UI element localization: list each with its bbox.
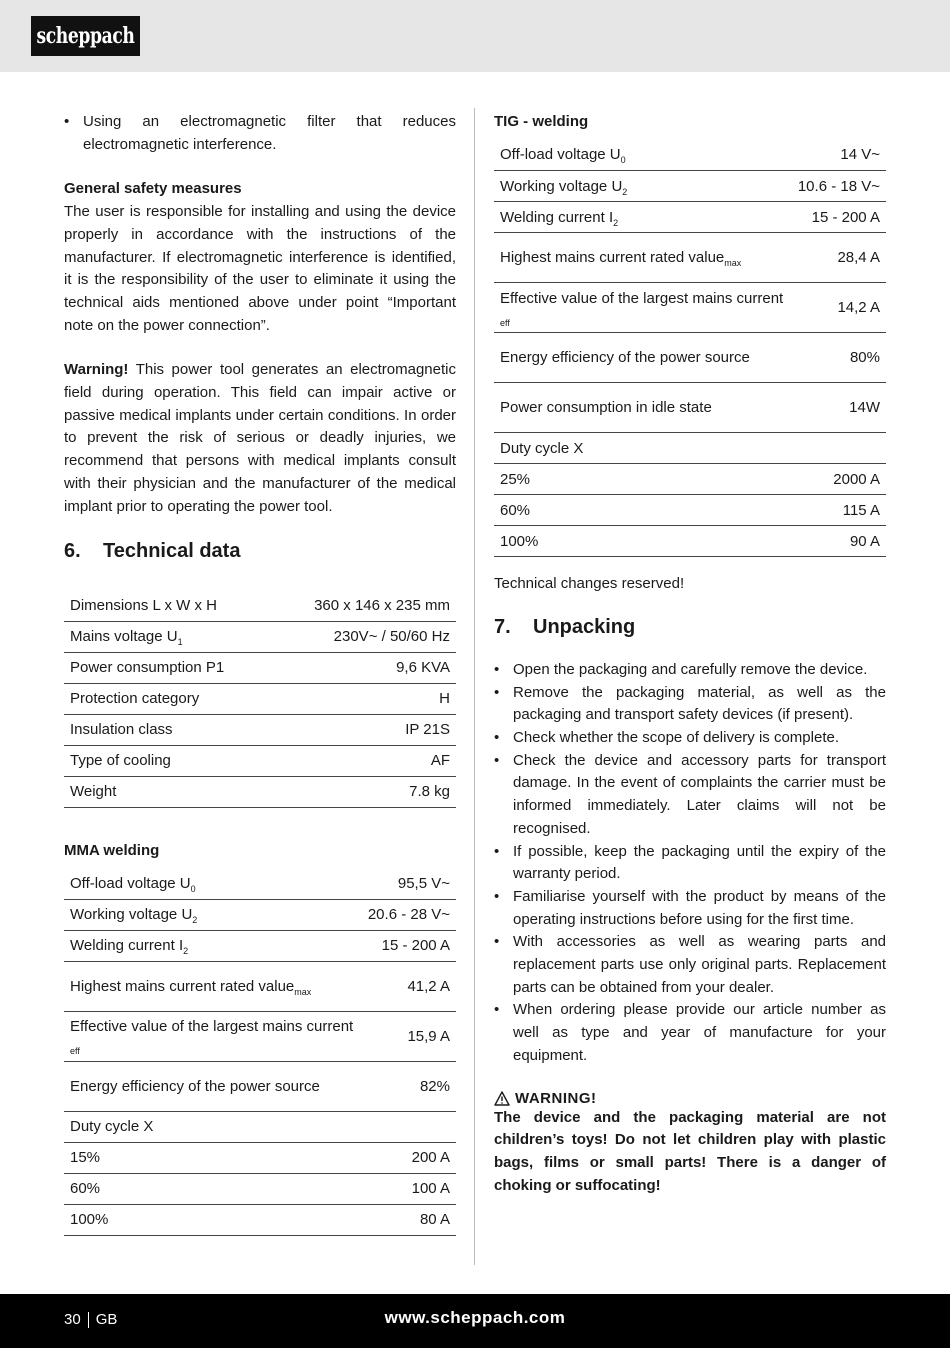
general-safety-section: [64, 178, 456, 337]
warning-body: The device and the packaging material are not children’s toys! Do not let children play with plastic bags, films or small parts! There is a danger of choking or suffocating!: [494, 1108, 886, 1194]
unpacking-list: [494, 659, 886, 1068]
table-row: [494, 283, 886, 333]
spec-label: [64, 961, 362, 1011]
spec-label: [494, 283, 792, 333]
spec-label-text: Welding current I: [500, 208, 614, 226]
spec-label: [64, 776, 271, 807]
spec-label-text: 60%: [500, 501, 531, 519]
changes-note: Technical changes reserved!: [494, 575, 685, 593]
section-title: Unpacking: [533, 615, 636, 638]
table-row: [64, 621, 456, 652]
table-row: [64, 683, 456, 714]
list-item: • Check the device and accessory parts for transport damage. In the event of complaints the carrier must be informed immediately. Later claims will not be recognised.: [494, 750, 886, 841]
spec-label: [494, 140, 792, 171]
spec-label-text: 100%: [70, 1211, 109, 1229]
spec-subscript: 2: [192, 915, 198, 926]
table-row: [64, 1111, 456, 1142]
spec-label: [494, 495, 792, 526]
spec-subscript: 2: [622, 186, 628, 197]
spec-label: [494, 171, 792, 202]
spec-subscript: 0: [190, 884, 196, 895]
spec-label: [64, 1061, 362, 1111]
table-row: [64, 1173, 456, 1204]
table-row: [494, 202, 886, 233]
spec-label: [494, 233, 792, 283]
spec-value: 80%: [792, 333, 886, 383]
table-row: [64, 1011, 456, 1061]
spec-label: [64, 1011, 362, 1061]
table-row: [494, 333, 886, 383]
spec-label-text: Welding current I: [70, 937, 184, 955]
spec-label: [64, 899, 362, 930]
spec-subscript: 0: [620, 155, 626, 166]
spec-label: [494, 464, 792, 495]
warning-paragraph: [64, 359, 456, 518]
table-row: [494, 464, 886, 495]
spec-label-text: Power consumption in idle state: [500, 399, 712, 417]
section-number: 7.: [494, 615, 511, 638]
spec-label-text: Duty cycle X: [500, 439, 584, 457]
spec-value: 7.8 kg: [271, 776, 456, 807]
list-item: • If possible, keep the packaging until the expiry of the warranty period.: [494, 841, 886, 886]
section-heading: General safety measures: [64, 180, 242, 198]
spec-label-text: Power consumption P1: [70, 659, 225, 677]
right-column: [494, 108, 886, 1197]
spec-label: [64, 745, 271, 776]
spec-label: [64, 621, 271, 652]
spec-value: 9,6 KVA: [271, 652, 456, 683]
warning-label: Warning!: [64, 361, 129, 379]
spec-label-text: Working voltage U: [500, 177, 623, 195]
spec-value: 80 A: [362, 1204, 456, 1235]
spec-value: 15,9 A: [362, 1011, 456, 1061]
intro-list: [64, 111, 456, 156]
table-row: [64, 930, 456, 961]
spec-value: H: [271, 683, 456, 714]
table-row: [494, 171, 886, 202]
spec-label: [64, 683, 271, 714]
mma-heading: MMA welding: [64, 841, 160, 859]
spec-label-text: 15%: [70, 1149, 101, 1167]
spec-label: [64, 1142, 362, 1173]
spec-label: [494, 383, 792, 433]
spec-value: 28,4 A: [792, 233, 886, 283]
spec-value: [792, 433, 886, 464]
table-row: [494, 233, 886, 283]
table-row: [494, 433, 886, 464]
table-row: [494, 383, 886, 433]
logo-text: scheppach: [36, 23, 135, 49]
spec-label-text: Highest mains current rated value: [70, 977, 295, 995]
list-item: • Using an electromagnetic filter that reduces electromagnetic interference.: [64, 111, 456, 156]
spec-value: 10.6 - 18 V~: [792, 171, 886, 202]
section-number: 6.: [64, 540, 81, 563]
spec-subscript: 2: [613, 217, 619, 228]
spec-label: [64, 590, 271, 621]
spec-label-text: Effective value of the largest mains current: [500, 289, 784, 307]
spec-value: AF: [271, 745, 456, 776]
spec-subscript: eff: [70, 1046, 80, 1057]
spec-value: 2000 A: [792, 464, 886, 495]
spec-label-text: Energy efficiency of the power source: [500, 349, 750, 367]
spec-label-text: Off-load voltage U: [70, 875, 191, 893]
spec-label: [64, 868, 362, 899]
column-divider: [474, 108, 475, 1265]
spec-label: [64, 714, 271, 745]
list-item: • Remove the packaging material, as well as the packaging and transport safety devices (if present).: [494, 682, 886, 727]
list-item: • With accessories as well as wearing parts and replacement parts use only original parts. Replacement parts can be obtained from your dealer.: [494, 931, 886, 999]
table-row: [64, 961, 456, 1011]
spec-label: [494, 333, 792, 383]
table-row: [64, 776, 456, 807]
section-title: Technical data: [103, 540, 241, 563]
spec-value: 14 V~: [792, 140, 886, 171]
spec-value: 15 - 200 A: [792, 202, 886, 233]
spec-label: [64, 930, 362, 961]
spec-label-text: 25%: [500, 470, 531, 488]
spec-label-text: Dimensions L x W x H: [70, 597, 217, 614]
spec-label-text: Working voltage U: [70, 906, 193, 924]
spec-label: [494, 526, 792, 557]
list-item: • Check whether the scope of delivery is complete.: [494, 727, 886, 750]
table-row: [64, 745, 456, 776]
tig-heading: TIG - welding: [494, 113, 589, 130]
header-bar: [0, 0, 950, 72]
spec-value: 360 x 146 x 235 mm: [271, 590, 456, 621]
spec-label-text: Type of cooling: [70, 752, 171, 770]
spec-label: [494, 202, 792, 233]
spec-label-text: Duty cycle X: [70, 1118, 154, 1136]
spec-value: 200 A: [362, 1142, 456, 1173]
table-row: [64, 1204, 456, 1235]
list-item: • Familiarise yourself with the product by means of the operating instructions before using for the first time.: [494, 886, 886, 931]
spec-value: 41,2 A: [362, 961, 456, 1011]
spec-subscript: eff: [500, 317, 510, 328]
page-number: 30: [64, 1311, 81, 1328]
spec-label-text: Off-load voltage U: [500, 146, 621, 164]
tig-table: [494, 140, 886, 558]
spec-subscript: 1: [177, 637, 183, 648]
technical-data-heading: [64, 540, 456, 563]
spec-value: 14W: [792, 383, 886, 433]
table-row: [64, 899, 456, 930]
spec-label: [64, 652, 271, 683]
spec-value: 90 A: [792, 526, 886, 557]
spec-value: 14,2 A: [792, 283, 886, 333]
table-row: [494, 495, 886, 526]
spec-value: 15 - 200 A: [362, 930, 456, 961]
list-item: • Open the packaging and carefully remove the device.: [494, 659, 886, 682]
spec-value: 230V~ / 50/60 Hz: [271, 621, 456, 652]
spec-subscript: max: [294, 986, 312, 997]
spec-label-text: Weight: [70, 783, 117, 801]
warning-box: [494, 1090, 886, 1198]
footer-bar: [0, 1294, 950, 1348]
table-row: [64, 652, 456, 683]
warning-text: This power tool generates an electromagnetic field during operation. This field can impair active or passive medical implants under certain conditions. In order to prevent the risk of serious or deadly injuries, we recommend that persons with medical implants consult with their physician and the manufacturer of the medical implant prior to operating the power tool.: [64, 361, 456, 515]
spec-label-text: 100%: [500, 532, 539, 550]
warning-triangle-icon: [494, 1091, 510, 1106]
spec-value: IP 21S: [271, 714, 456, 745]
spec-label-text: Highest mains current rated value: [500, 249, 725, 267]
spec-subscript: 2: [183, 946, 189, 957]
spec-label: [64, 1173, 362, 1204]
table-row: [64, 590, 456, 621]
scheppach-logo: [31, 16, 140, 56]
spec-value: 95,5 V~: [362, 868, 456, 899]
spec-value: 20.6 - 28 V~: [362, 899, 456, 930]
spec-label-text: Insulation class: [70, 721, 173, 739]
website-link[interactable]: www.scheppach.com: [384, 1308, 566, 1327]
spec-label-text: 60%: [70, 1180, 101, 1198]
left-column: [64, 108, 456, 1236]
technical-data-table: [64, 590, 456, 808]
unpacking-heading: [494, 616, 886, 639]
spec-label-text: Protection category: [70, 690, 200, 708]
table-row: [494, 526, 886, 557]
warning-title: [494, 1090, 886, 1107]
table-row: [494, 140, 886, 171]
table-row: [64, 868, 456, 899]
spec-label: [64, 1204, 362, 1235]
spec-value: 100 A: [362, 1173, 456, 1204]
spec-label: [494, 433, 792, 464]
spec-label-text: Effective value of the largest mains current: [70, 1018, 354, 1036]
spec-label: [64, 1111, 362, 1142]
table-row: [64, 1061, 456, 1111]
warning-title-text: WARNING!: [515, 1089, 597, 1107]
spec-label-text: Mains voltage U: [70, 628, 178, 646]
language-code: GB: [95, 1311, 118, 1328]
spec-subscript: max: [724, 258, 742, 269]
spec-value: 82%: [362, 1061, 456, 1111]
spec-value: [362, 1111, 456, 1142]
spec-value: 115 A: [792, 495, 886, 526]
list-item: • When ordering please provide our article number as well as type and year of manufacture for your equipment.: [494, 999, 886, 1067]
spec-label-text: Energy efficiency of the power source: [70, 1077, 320, 1095]
paragraph: The user is responsible for installing and using the device properly in accordance with the instructions of the manufacturer. If electromagnetic interference is identified, it is the responsibility of the user to eliminate it using the technical aids mentioned above under point “Important note on the power connection”.: [64, 203, 456, 334]
table-row: [64, 1142, 456, 1173]
table-row: [64, 714, 456, 745]
mma-table: [64, 868, 456, 1236]
